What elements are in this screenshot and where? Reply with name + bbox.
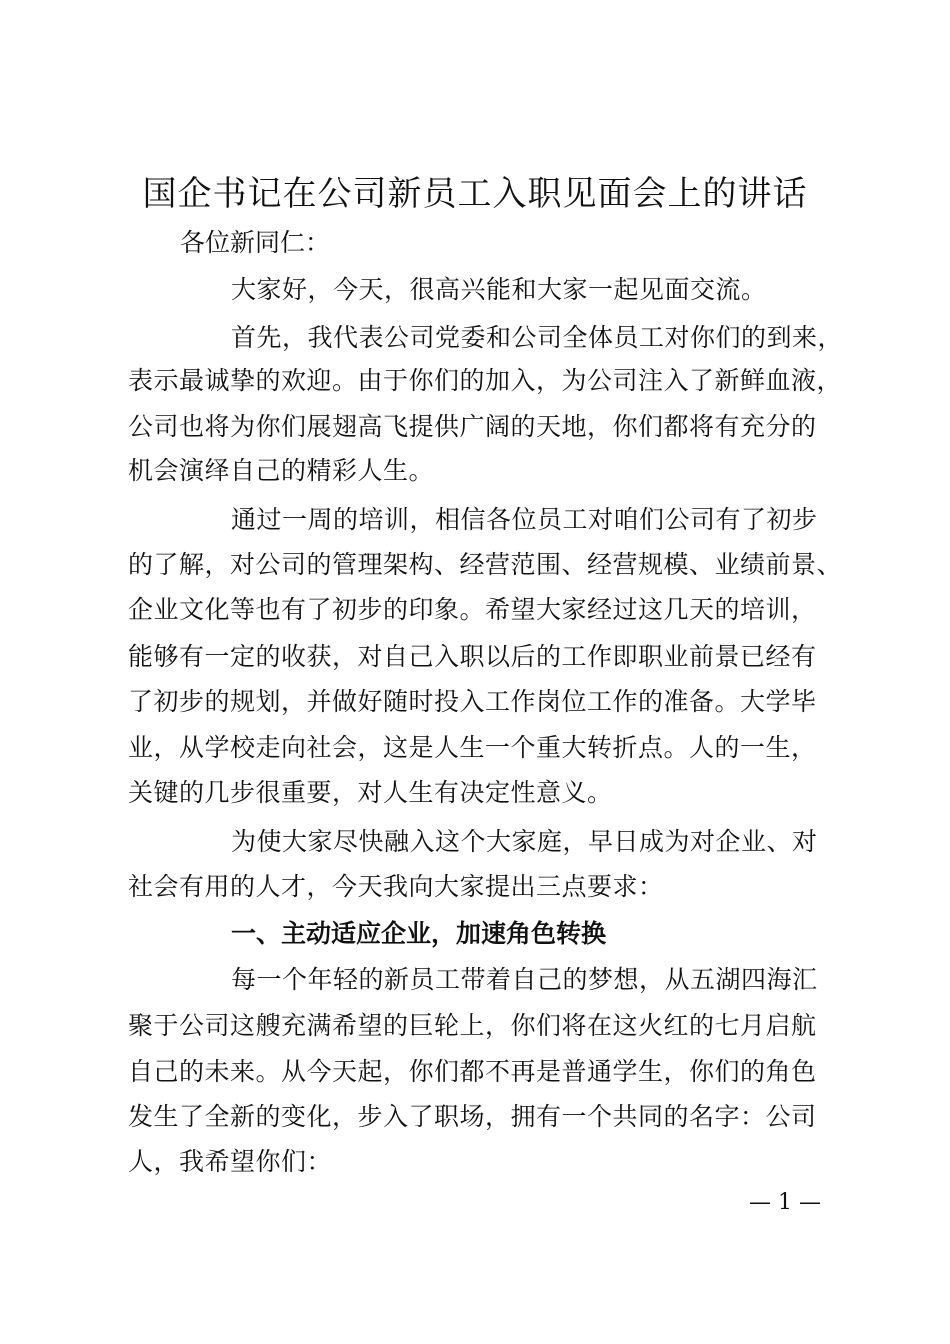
- paragraph-line: 发生了全新的变化，步入了职场，拥有一个共同的名字：公司: [128, 1102, 817, 1131]
- paragraph-line: 机会演绎自己的精彩人生。: [128, 456, 435, 485]
- salutation: 各位新同仁：: [180, 228, 331, 257]
- document-title: 国企书记在公司新员工入职见面会上的讲话: [142, 174, 808, 214]
- paragraph-line: 了初步的规划，并做好随时投入工作岗位工作的准备。大学毕: [128, 687, 817, 716]
- paragraph-line: 通过一周的培训，相信各位员工对咱们公司有了初步: [231, 505, 818, 534]
- paragraph-line: 业，从学校走向社会，这是人生一个重大转折点。人的一生，: [128, 733, 817, 762]
- paragraph-line: 关键的几步很重要，对人生有决定性意义。: [128, 778, 613, 807]
- paragraph-line: 公司也将为你们展翅高飞提供广阔的天地，你们都将有充分的: [128, 412, 817, 441]
- paragraph-line: 人，我希望你们：: [128, 1147, 333, 1176]
- paragraph-line: 为使大家尽快融入这个大家庭，早日成为对企业、对: [231, 827, 818, 856]
- paragraph-line: 自己的未来。从今天起，你们都不再是普通学生，你们的角色: [128, 1057, 817, 1086]
- paragraph-line: 企业文化等也有了初步的印象。希望大家经过这几天的培训，: [128, 595, 817, 624]
- paragraph-line: 表示最诚挚的欢迎。由于你们的加入，为公司注入了新鲜血液，: [128, 366, 843, 395]
- section-heading: 一、主动适应企业，加速角色转换: [231, 919, 607, 948]
- paragraph-line: 大家好，今天，很高兴能和大家一起见面交流。: [231, 275, 767, 304]
- paragraph-line: 的了解，对公司的管理架构、经营范围、经营规模、业绩前景、: [128, 550, 843, 579]
- paragraph-line: 每一个年轻的新员工带着自己的梦想，从五湖四海汇: [231, 965, 818, 994]
- page-number: — 1 —: [749, 1190, 821, 1215]
- paragraph-line: 首先，我代表公司党委和公司全体员工对你们的到来，: [231, 323, 844, 352]
- paragraph-line: 社会有用的人才，今天我向大家提出三点要求：: [128, 872, 664, 901]
- paragraph-line: 能够有一定的收获，对自己入职以后的工作即职业前景已经有: [128, 642, 817, 671]
- paragraph-line: 聚于公司这艘充满希望的巨轮上，你们将在这火红的七月启航: [128, 1011, 817, 1040]
